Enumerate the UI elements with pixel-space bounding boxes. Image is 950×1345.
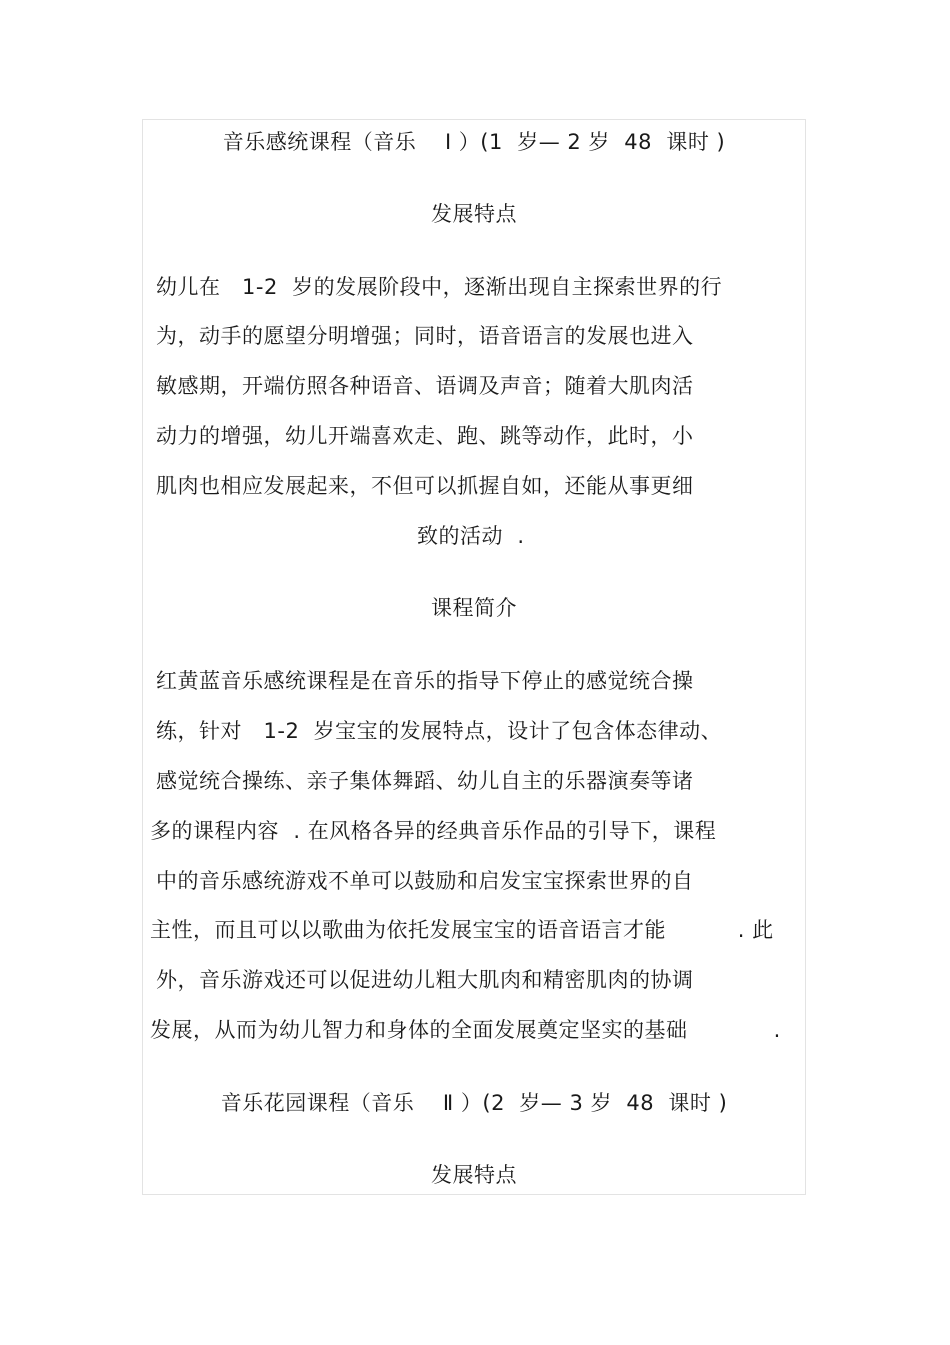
features-line-6: 致的活动 . bbox=[417, 524, 525, 548]
features-line-1: 幼儿在 1-2 岁的发展阶段中，逐渐出现自主探索世界的行 bbox=[156, 275, 723, 299]
course-title-music-1: 音乐感统课程（音乐 Ⅰ ）(1 岁— 2 岁 48 课时 ) bbox=[222, 130, 726, 154]
features-line-3: 敏感期，开端仿照各种语音、语调及声音；随着大肌肉活 bbox=[156, 374, 694, 398]
features-line-5: 肌肉也相应发展起来，不但可以抓握自如，还能从事更细 bbox=[156, 474, 694, 498]
heading-development-features: 发展特点 bbox=[431, 202, 517, 226]
intro-line-5: 中的音乐感统游戏不单可以鼓励和启发宝宝探索世界的自 bbox=[156, 869, 694, 893]
features-line-4: 动力的增强，幼儿开端喜欢走、跑、跳等动作，此时，小 bbox=[156, 424, 694, 448]
intro-line-1: 红黄蓝音乐感统课程是在音乐的指导下停止的感觉统合操 bbox=[156, 669, 694, 693]
intro-line-8: 发展，从而为幼儿智力和身体的全面发展奠定坚实的基础 . bbox=[150, 1018, 781, 1042]
intro-line-4: 多的课程内容 . 在风格各异的经典音乐作品的引导下，课程 bbox=[150, 819, 717, 843]
intro-line-7: 外，音乐游戏还可以促进幼儿粗大肌肉和精密肌肉的协调 bbox=[156, 968, 694, 992]
intro-line-2: 练，针对 1-2 岁宝宝的发展特点，设计了包含体态律动、 bbox=[156, 719, 723, 743]
heading-course-intro: 课程简介 bbox=[431, 596, 517, 620]
intro-line-3: 感觉统合操练、亲子集体舞蹈、幼儿自主的乐器演奏等诸 bbox=[156, 769, 694, 793]
intro-line-6: 主性，而且可以以歌曲为依托发展宝宝的语音语言才能 . 此 bbox=[150, 918, 774, 942]
heading-development-features-2: 发展特点 bbox=[431, 1163, 517, 1187]
features-line-2: 为，动手的愿望分明增强；同时，语音语言的发展也进入 bbox=[156, 324, 694, 348]
course-title-music-2: 音乐花园课程（音乐 Ⅱ ）(2 岁— 3 岁 48 课时 ) bbox=[220, 1091, 728, 1115]
